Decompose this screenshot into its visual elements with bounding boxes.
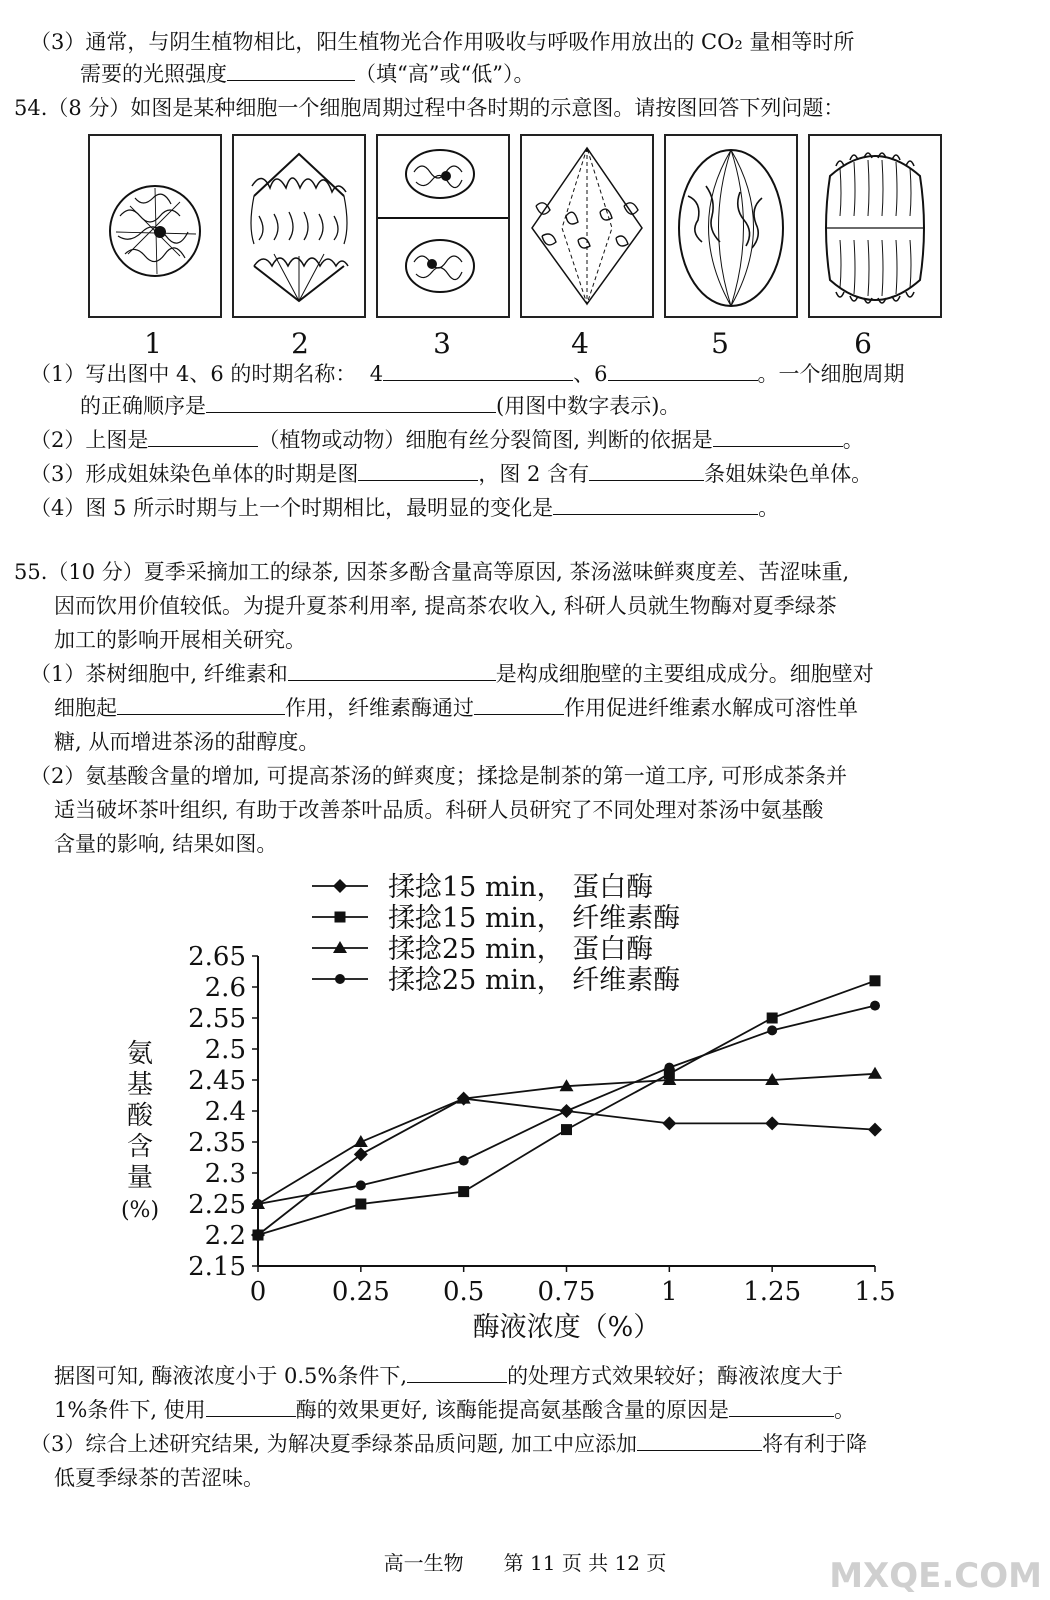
answer-blank[interactable] (227, 60, 355, 81)
data-point-series-2 (253, 1230, 264, 1241)
data-point-series-1 (662, 1116, 676, 1130)
data-point-series-1 (765, 1116, 779, 1130)
data-point-series-4 (356, 1180, 366, 1190)
answer-blank[interactable] (608, 360, 758, 381)
answer-blank[interactable] (474, 694, 564, 715)
y-axis-label-char: 含 (126, 1132, 154, 1162)
answer-blank[interactable] (553, 494, 758, 515)
cell-diagram-2 (232, 134, 366, 318)
answer-blank[interactable] (729, 1396, 834, 1417)
legend-marker (335, 974, 345, 984)
legend-label: 揉捻25 min， 蛋白酶 (388, 934, 654, 965)
q55-intro-line1: 55.（10 分）夏季采摘加工的绿茶, 因茶多酚含量高等原因, 茶汤滋味鲜爽度差、苦涩味重, (14, 560, 850, 584)
figure-label-5: 5 (711, 327, 729, 360)
figure-label-6: 6 (854, 327, 872, 360)
data-point-series-2 (458, 1186, 469, 1197)
q53-part3-line1: （3）通常，与阴生植物相比，阳生植物光合作用吸收与呼吸作用放出的 CO₂ 量相等时所 (30, 30, 855, 54)
cell-diagram-6 (808, 134, 942, 318)
data-point-series-2 (767, 1013, 778, 1024)
answer-blank[interactable] (383, 360, 573, 381)
data-point-series-4 (253, 1199, 263, 1209)
answer-blank[interactable] (206, 1396, 296, 1417)
y-tick-label: 2.25 (188, 1190, 246, 1220)
legend-marker (333, 879, 347, 893)
q53-part3-line2: 需要的光照强度 （填“高”或“低”）。 (80, 62, 535, 86)
data-point-series-1 (868, 1123, 882, 1137)
data-point-series-2 (870, 975, 881, 986)
q54-s4: （4）图 5 所示时期与上一个时期相比，最明显的变化是 。 (30, 496, 780, 520)
q55-p1-line3: 糖, 从而增进茶汤的甜醇度。 (54, 730, 320, 754)
cell-diagram-5 (664, 134, 798, 318)
answer-blank[interactable] (407, 1362, 507, 1383)
q55-p2-line3: 含量的影响, 结果如图。 (54, 832, 278, 856)
legend-marker (335, 912, 346, 923)
q54-s1-line1: （1）写出图中 4、6 的时期名称： 4 、6 。一个细胞周期 (30, 362, 905, 386)
figure-label-1: 1 (144, 327, 162, 360)
q54-s1-line2: 的正确顺序是 (用图中数字表示)。 (80, 394, 681, 418)
y-axis-label-char: 氨 (126, 1039, 154, 1069)
answer-blank[interactable] (288, 660, 496, 681)
data-point-series-3 (868, 1067, 882, 1079)
y-tick-label: 2.6 (204, 973, 246, 1003)
cell-diagram-1 (88, 134, 222, 318)
legend-label: 揉捻15 min， 纤维素酶 (388, 903, 681, 934)
q55-p1-line2: 细胞起 作用，纤维素酶通过 作用促进纤维素水解成可溶性单 (54, 696, 858, 720)
data-point-series-2 (561, 1124, 572, 1135)
y-tick-label: 2.45 (188, 1066, 246, 1096)
cell-diagram-3 (376, 134, 510, 318)
y-axis-label-char: 酸 (126, 1101, 154, 1131)
data-point-series-4 (767, 1025, 777, 1035)
x-tick-label: 0.75 (537, 1277, 596, 1307)
data-point-series-2 (355, 1199, 366, 1210)
q55-intro-line3: 加工的影响开展相关研究。 (54, 628, 306, 652)
legend-label: 揉捻25 min， 纤维素酶 (388, 965, 681, 996)
q54-s2: （2）上图是 （植物或动物）细胞有丝分裂简图, 判断的依据是 。 (30, 428, 864, 452)
answer-blank[interactable] (358, 460, 478, 481)
answer-blank[interactable] (589, 460, 704, 481)
y-axis-label-char: 量 (126, 1163, 154, 1193)
q55-p2-line2: 适当破坏茶叶组织, 有助于改善茶叶品质。科研人员研究了不同处理对茶汤中氨基酸 (54, 798, 824, 822)
y-tick-label: 2.55 (188, 1004, 246, 1034)
y-axis-label-char: 基 (126, 1070, 154, 1100)
data-point-series-4 (459, 1156, 469, 1166)
x-tick-label: 1 (661, 1277, 678, 1307)
answer-blank[interactable] (206, 392, 496, 413)
figure-label-2: 2 (291, 327, 309, 360)
data-point-series-4 (870, 1001, 880, 1011)
y-tick-label: 2.5 (204, 1035, 246, 1065)
y-tick-label: 2.3 (204, 1159, 246, 1189)
x-tick-label: 0.5 (442, 1277, 485, 1307)
legend-label: 揉捻15 min， 蛋白酶 (388, 872, 654, 903)
answer-blank[interactable] (117, 694, 285, 715)
q55-p1-line1: （1）茶树细胞中, 纤维素和 是构成细胞壁的主要组成成分。细胞壁对 (30, 662, 874, 686)
x-tick-label: 1.25 (743, 1277, 802, 1307)
q54-header: 54.（8 分）如图是某种细胞一个细胞周期过程中各时期的示意图。请按图回答下列问题： (14, 96, 845, 120)
x-tick-label: 1.5 (854, 1277, 896, 1307)
figure-label-3: 3 (433, 327, 451, 360)
q55-p2-line1: （2）氨基酸含量的增加, 可提高茶汤的鲜爽度；揉捻是制茶的第一道工序, 可形成茶条并 (30, 764, 848, 788)
legend-marker (333, 941, 347, 953)
q55-after-line1: 据图可知, 酶液浓度小于 0.5%条件下, 的处理方式效果较好；酶液浓度大于 (54, 1364, 844, 1388)
data-point-series-4 (664, 1063, 674, 1073)
q55-intro-line2: 因而饮用价值较低。为提升夏茶利用率, 提高茶农收入, 科研人员就生物酶对夏季绿茶 (54, 594, 837, 618)
x-axis-label: 酶液浓度（%） (472, 1312, 661, 1343)
series-line-1 (258, 1099, 875, 1235)
data-point-series-3 (354, 1135, 368, 1147)
cell-diagram-4 (520, 134, 654, 318)
x-tick-label: 0.25 (331, 1277, 390, 1307)
x-tick-label: 0 (249, 1277, 267, 1307)
amino-acid-chart (100, 862, 920, 1352)
figure-label-4: 4 (571, 327, 589, 360)
answer-blank[interactable] (148, 426, 258, 447)
y-tick-label: 2.4 (204, 1097, 246, 1127)
y-tick-label: 2.15 (188, 1252, 246, 1282)
q55-after-line2: 1%条件下, 使用 酶的效果更好, 该酶能提高氨基酸含量的原因是 。 (54, 1398, 856, 1422)
y-tick-label: 2.2 (204, 1221, 246, 1251)
watermark: MXQE.COM (829, 1556, 1042, 1596)
q55-p3-line2: 低夏季绿茶的苦涩味。 (54, 1466, 264, 1490)
q54-s3: （3）形成姐妹染色单体的时期是图 ，图 2 含有 条姐妹染色单体。 (30, 462, 873, 486)
answer-blank[interactable] (713, 426, 843, 447)
answer-blank[interactable] (637, 1430, 762, 1451)
series-line-3 (258, 1074, 875, 1204)
y-tick-label: 2.35 (188, 1128, 246, 1158)
y-axis-label-char: (%) (120, 1198, 160, 1223)
page-footer: 高一生物 第 11 页 共 12 页 (383, 1551, 667, 1575)
q55-p3-line1: （3）综合上述研究结果, 为解决夏季绿茶品质问题, 加工中应添加 将有利于降 (30, 1432, 868, 1456)
data-point-series-4 (562, 1106, 572, 1116)
y-tick-label: 2.65 (188, 942, 246, 972)
